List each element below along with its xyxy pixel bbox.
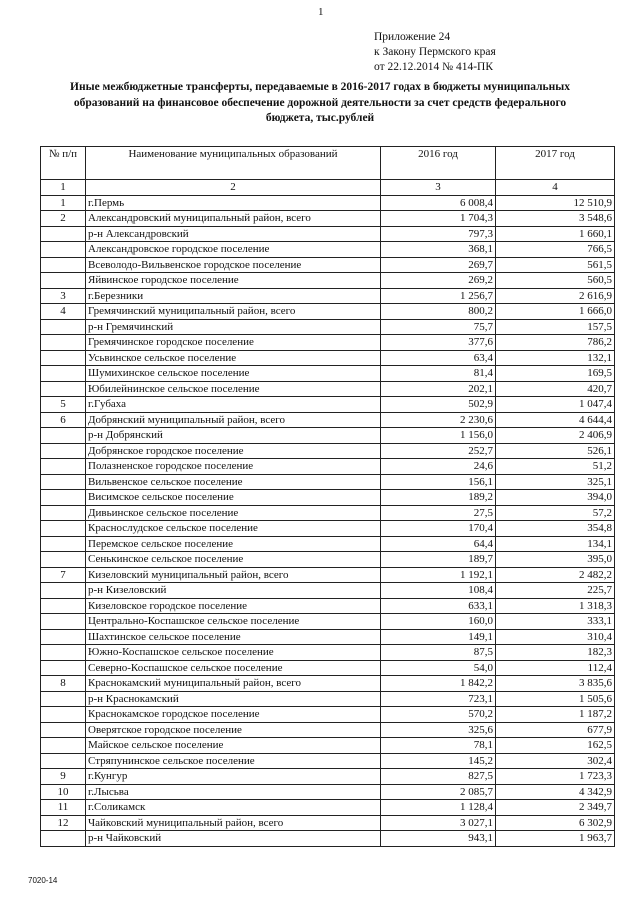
value-2016: 269,2 bbox=[381, 273, 496, 289]
col-number: 3 bbox=[381, 180, 496, 196]
table-row bbox=[41, 660, 615, 676]
row-number bbox=[41, 536, 86, 552]
municipality-name: Краснокамское городское поселение bbox=[86, 707, 381, 723]
row-number bbox=[41, 474, 86, 490]
row-number: 11 bbox=[41, 800, 86, 816]
value-2017: 677,9 bbox=[496, 722, 615, 738]
value-2017: 786,2 bbox=[496, 335, 615, 351]
row-number bbox=[41, 722, 86, 738]
table-row bbox=[41, 195, 615, 211]
value-2017: 1 723,3 bbox=[496, 769, 615, 785]
table-row bbox=[41, 738, 615, 754]
row-number bbox=[41, 583, 86, 599]
row-number bbox=[41, 521, 86, 537]
value-2017: 3 548,6 bbox=[496, 211, 615, 227]
row-number: 9 bbox=[41, 769, 86, 785]
table-row bbox=[41, 598, 615, 614]
value-2016: 160,0 bbox=[381, 614, 496, 630]
document-title bbox=[30, 80, 610, 127]
value-2016: 570,2 bbox=[381, 707, 496, 723]
value-2016: 252,7 bbox=[381, 443, 496, 459]
value-2016: 149,1 bbox=[381, 629, 496, 645]
municipality-name: р-н Добрянский bbox=[86, 428, 381, 444]
table-row bbox=[41, 242, 615, 258]
col-number: 4 bbox=[496, 180, 615, 196]
value-2016: 81,4 bbox=[381, 366, 496, 382]
value-2016: 325,6 bbox=[381, 722, 496, 738]
annex-line: к Закону Пермского края bbox=[374, 46, 496, 58]
row-number bbox=[41, 614, 86, 630]
value-2016: 75,7 bbox=[381, 319, 496, 335]
row-number bbox=[41, 645, 86, 661]
municipality-name: р-н Краснокамский bbox=[86, 691, 381, 707]
value-2016: 1 128,4 bbox=[381, 800, 496, 816]
table-row bbox=[41, 784, 615, 800]
row-number: 5 bbox=[41, 397, 86, 413]
value-2016: 1 156,0 bbox=[381, 428, 496, 444]
header-name: Наименование муниципальных образований bbox=[86, 147, 381, 180]
municipality-name: г.Соликамск bbox=[86, 800, 381, 816]
table-row bbox=[41, 536, 615, 552]
municipality-name: Кизеловский муниципальный район, всего bbox=[86, 567, 381, 583]
row-number bbox=[41, 598, 86, 614]
value-2016: 170,4 bbox=[381, 521, 496, 537]
value-2016: 797,3 bbox=[381, 226, 496, 242]
value-2017: 2 406,9 bbox=[496, 428, 615, 444]
row-number bbox=[41, 660, 86, 676]
value-2016: 54,0 bbox=[381, 660, 496, 676]
value-2017: 4 342,9 bbox=[496, 784, 615, 800]
value-2016: 189,7 bbox=[381, 552, 496, 568]
value-2016: 24,6 bbox=[381, 459, 496, 475]
title-line: образований на финансовое обеспечение дорожной деятельности за счет средств федерального bbox=[73, 96, 567, 109]
row-number bbox=[41, 552, 86, 568]
municipality-name: Усьвинское сельское поселение bbox=[86, 350, 381, 366]
table-row bbox=[41, 397, 615, 413]
value-2016: 1 842,2 bbox=[381, 676, 496, 692]
municipality-name: Висимское сельское поселение bbox=[86, 490, 381, 506]
value-2017: 132,1 bbox=[496, 350, 615, 366]
value-2017: 6 302,9 bbox=[496, 815, 615, 831]
table-row bbox=[41, 691, 615, 707]
value-2016: 800,2 bbox=[381, 304, 496, 320]
title-line: Иные межбюджетные трансферты, передаваемые в 2016-2017 годах в бюджеты муниципальных bbox=[70, 81, 570, 93]
annex-line: от 22.12.2014 № 414-ПК bbox=[374, 61, 494, 73]
value-2017: 394,0 bbox=[496, 490, 615, 506]
municipality-name: р-н Гремячинский bbox=[86, 319, 381, 335]
value-2016: 27,5 bbox=[381, 505, 496, 521]
value-2016: 827,5 bbox=[381, 769, 496, 785]
table-row bbox=[41, 676, 615, 692]
municipality-name: г.Губаха bbox=[86, 397, 381, 413]
value-2017: 395,0 bbox=[496, 552, 615, 568]
table-row bbox=[41, 226, 615, 242]
value-2017: 1 666,0 bbox=[496, 304, 615, 320]
municipality-name: р-н Александровский bbox=[86, 226, 381, 242]
value-2016: 108,4 bbox=[381, 583, 496, 599]
header-2017: 2017 год bbox=[496, 147, 615, 180]
table-row bbox=[41, 288, 615, 304]
municipality-name: Полазненское городское поселение bbox=[86, 459, 381, 475]
table-row bbox=[41, 273, 615, 289]
value-2017: 325,1 bbox=[496, 474, 615, 490]
value-2017: 302,4 bbox=[496, 753, 615, 769]
municipality-name: Добрянское городское поселение bbox=[86, 443, 381, 459]
municipality-name: Майское сельское поселение bbox=[86, 738, 381, 754]
row-number bbox=[41, 691, 86, 707]
value-2017: 112,4 bbox=[496, 660, 615, 676]
row-number: 1 bbox=[41, 195, 86, 211]
value-2017: 162,5 bbox=[496, 738, 615, 754]
value-2016: 64,4 bbox=[381, 536, 496, 552]
row-number: 6 bbox=[41, 412, 86, 428]
value-2017: 3 835,6 bbox=[496, 676, 615, 692]
header-2016: 2016 год bbox=[381, 147, 496, 180]
value-2017: 12 510,9 bbox=[496, 195, 615, 211]
value-2017: 333,1 bbox=[496, 614, 615, 630]
table-row bbox=[41, 753, 615, 769]
value-2017: 1 187,2 bbox=[496, 707, 615, 723]
municipality-name: Сенькинское сельское поселение bbox=[86, 552, 381, 568]
value-2016: 269,7 bbox=[381, 257, 496, 273]
value-2016: 3 027,1 bbox=[381, 815, 496, 831]
municipality-name: г.Лысьва bbox=[86, 784, 381, 800]
table-row bbox=[41, 428, 615, 444]
value-2016: 1 256,7 bbox=[381, 288, 496, 304]
municipality-name: Южно-Коспашское сельское поселение bbox=[86, 645, 381, 661]
table-row bbox=[41, 319, 615, 335]
table-body bbox=[41, 195, 615, 846]
row-number bbox=[41, 242, 86, 258]
table-row bbox=[41, 815, 615, 831]
value-2016: 723,1 bbox=[381, 691, 496, 707]
table-row bbox=[41, 521, 615, 537]
header-num: № п/п bbox=[41, 147, 86, 180]
value-2016: 368,1 bbox=[381, 242, 496, 258]
municipality-name: г.Березники bbox=[86, 288, 381, 304]
row-number: 3 bbox=[41, 288, 86, 304]
row-number bbox=[41, 629, 86, 645]
row-number bbox=[41, 319, 86, 335]
municipality-name: Северно-Коспашское сельское поселение bbox=[86, 660, 381, 676]
municipality-name: Центрально-Коспашское сельское поселение bbox=[86, 614, 381, 630]
municipality-name: Добрянский муниципальный район, всего bbox=[86, 412, 381, 428]
row-number: 10 bbox=[41, 784, 86, 800]
table-row bbox=[41, 335, 615, 351]
value-2017: 182,3 bbox=[496, 645, 615, 661]
value-2016: 2 230,6 bbox=[381, 412, 496, 428]
value-2016: 1 704,3 bbox=[381, 211, 496, 227]
title-line: бюджета, тыс.рублей bbox=[265, 112, 375, 124]
row-number bbox=[41, 753, 86, 769]
table-row bbox=[41, 257, 615, 273]
value-2017: 560,5 bbox=[496, 273, 615, 289]
municipality-name: Вильвенское сельское поселение bbox=[86, 474, 381, 490]
row-number: 4 bbox=[41, 304, 86, 320]
value-2016: 87,5 bbox=[381, 645, 496, 661]
municipality-name: р-н Кизеловский bbox=[86, 583, 381, 599]
row-number bbox=[41, 428, 86, 444]
row-number bbox=[41, 459, 86, 475]
table-row bbox=[41, 614, 615, 630]
table-row bbox=[41, 583, 615, 599]
footer-code: 7020-14 bbox=[28, 876, 58, 885]
row-number bbox=[41, 707, 86, 723]
table-header-row bbox=[41, 147, 615, 180]
value-2017: 561,5 bbox=[496, 257, 615, 273]
table-row bbox=[41, 474, 615, 490]
col-number: 2 bbox=[86, 180, 381, 196]
value-2017: 354,8 bbox=[496, 521, 615, 537]
value-2017: 1 963,7 bbox=[496, 831, 615, 847]
value-2016: 943,1 bbox=[381, 831, 496, 847]
annex-line: Приложение 24 bbox=[374, 31, 451, 43]
column-numbers-row bbox=[41, 180, 615, 196]
municipality-name: Перемское сельское поселение bbox=[86, 536, 381, 552]
value-2017: 1 318,3 bbox=[496, 598, 615, 614]
table-row bbox=[41, 800, 615, 816]
row-number: 8 bbox=[41, 676, 86, 692]
table-row bbox=[41, 629, 615, 645]
table-row bbox=[41, 769, 615, 785]
row-number bbox=[41, 381, 86, 397]
value-2016: 6 008,4 bbox=[381, 195, 496, 211]
municipality-name: Александровский муниципальный район, всего bbox=[86, 211, 381, 227]
table-row bbox=[41, 490, 615, 506]
value-2016: 156,1 bbox=[381, 474, 496, 490]
municipality-name: Гремячинский муниципальный район, всего bbox=[86, 304, 381, 320]
value-2017: 2 349,7 bbox=[496, 800, 615, 816]
row-number bbox=[41, 350, 86, 366]
value-2017: 1 660,1 bbox=[496, 226, 615, 242]
row-number bbox=[41, 490, 86, 506]
value-2016: 202,1 bbox=[381, 381, 496, 397]
row-number bbox=[41, 831, 86, 847]
municipality-name: г.Кунгур bbox=[86, 769, 381, 785]
municipality-name: Стряпунинское сельское поселение bbox=[86, 753, 381, 769]
value-2017: 2 482,2 bbox=[496, 567, 615, 583]
municipality-name: Всеволодо-Вильвенское городское поселение bbox=[86, 257, 381, 273]
value-2017: 134,1 bbox=[496, 536, 615, 552]
table-row bbox=[41, 459, 615, 475]
table-row bbox=[41, 645, 615, 661]
table-row bbox=[41, 350, 615, 366]
value-2017: 420,7 bbox=[496, 381, 615, 397]
value-2016: 145,2 bbox=[381, 753, 496, 769]
value-2017: 57,2 bbox=[496, 505, 615, 521]
value-2017: 157,5 bbox=[496, 319, 615, 335]
row-number: 2 bbox=[41, 211, 86, 227]
row-number bbox=[41, 257, 86, 273]
municipality-name: Дивьинское сельское поселение bbox=[86, 505, 381, 521]
row-number bbox=[41, 738, 86, 754]
municipality-name: Александровское городское поселение bbox=[86, 242, 381, 258]
municipality-name: Юбилейнинское сельское поселение bbox=[86, 381, 381, 397]
municipality-name: Краснокамский муниципальный район, всего bbox=[86, 676, 381, 692]
value-2017: 1 505,6 bbox=[496, 691, 615, 707]
table-row bbox=[41, 722, 615, 738]
value-2016: 63,4 bbox=[381, 350, 496, 366]
table-row bbox=[41, 552, 615, 568]
row-number bbox=[41, 226, 86, 242]
table-row bbox=[41, 567, 615, 583]
page-number: 1 bbox=[318, 6, 324, 18]
municipality-name: Кизеловское городское поселение bbox=[86, 598, 381, 614]
value-2016: 633,1 bbox=[381, 598, 496, 614]
municipality-name: г.Пермь bbox=[86, 195, 381, 211]
table-row bbox=[41, 211, 615, 227]
value-2016: 502,9 bbox=[381, 397, 496, 413]
table-row bbox=[41, 366, 615, 382]
value-2017: 1 047,4 bbox=[496, 397, 615, 413]
value-2016: 1 192,1 bbox=[381, 567, 496, 583]
value-2017: 310,4 bbox=[496, 629, 615, 645]
table-row bbox=[41, 412, 615, 428]
municipality-name: Чайковский муниципальный район, всего bbox=[86, 815, 381, 831]
row-number bbox=[41, 443, 86, 459]
row-number: 7 bbox=[41, 567, 86, 583]
value-2016: 189,2 bbox=[381, 490, 496, 506]
value-2016: 377,6 bbox=[381, 335, 496, 351]
value-2017: 51,2 bbox=[496, 459, 615, 475]
municipality-name: Гремячинское городское поселение bbox=[86, 335, 381, 351]
table-row bbox=[41, 505, 615, 521]
table-row bbox=[41, 443, 615, 459]
row-number: 12 bbox=[41, 815, 86, 831]
table-row bbox=[41, 381, 615, 397]
value-2017: 169,5 bbox=[496, 366, 615, 382]
value-2016: 78,1 bbox=[381, 738, 496, 754]
table-row bbox=[41, 831, 615, 847]
col-number: 1 bbox=[41, 180, 86, 196]
table-row bbox=[41, 707, 615, 723]
table-row bbox=[41, 304, 615, 320]
value-2017: 2 616,9 bbox=[496, 288, 615, 304]
municipality-name: Шумихинское сельское поселение bbox=[86, 366, 381, 382]
municipality-name: Шахтинское сельское поселение bbox=[86, 629, 381, 645]
transfers-table bbox=[40, 146, 615, 847]
value-2017: 4 644,4 bbox=[496, 412, 615, 428]
municipality-name: Краснослудское сельское поселение bbox=[86, 521, 381, 537]
municipality-name: р-н Чайковский bbox=[86, 831, 381, 847]
municipality-name: Оверятское городское поселение bbox=[86, 722, 381, 738]
value-2016: 2 085,7 bbox=[381, 784, 496, 800]
value-2017: 766,5 bbox=[496, 242, 615, 258]
row-number bbox=[41, 505, 86, 521]
value-2017: 225,7 bbox=[496, 583, 615, 599]
annex-block bbox=[374, 30, 496, 75]
row-number bbox=[41, 366, 86, 382]
row-number bbox=[41, 273, 86, 289]
row-number bbox=[41, 335, 86, 351]
municipality-name: Яйвинское городское поселение bbox=[86, 273, 381, 289]
value-2017: 526,1 bbox=[496, 443, 615, 459]
